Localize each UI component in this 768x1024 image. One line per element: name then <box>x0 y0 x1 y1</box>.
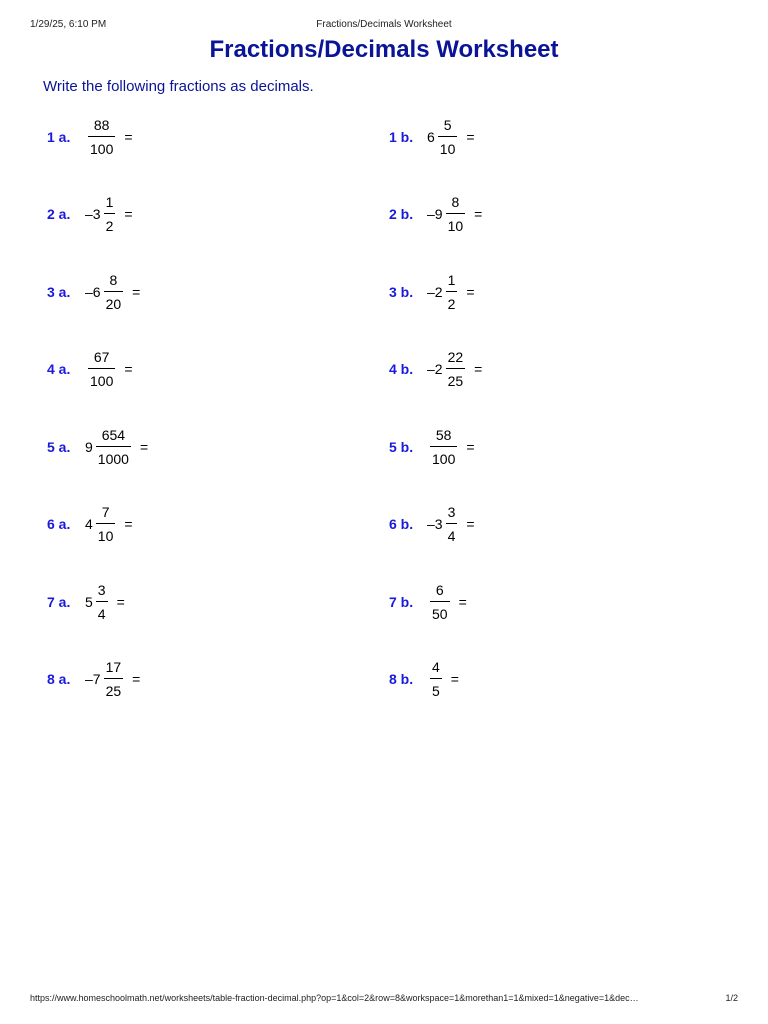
fraction <box>430 581 450 623</box>
problem-label: 4 a. <box>47 361 71 377</box>
denominator: 100 <box>90 141 114 157</box>
fraction-bar <box>446 368 466 369</box>
print-footer-url: https://www.homeschoolmath.net/worksheets/table-fraction-decimal.php?op=1&col=2&row=8&workspace=1&morethan1=1&mixed=1&negative=1&dec… <box>30 993 639 1003</box>
equals-sign: = <box>450 671 459 687</box>
denominator: 2 <box>105 218 114 234</box>
equals-sign: = <box>466 439 475 455</box>
problem-label: 1 a. <box>47 129 71 145</box>
problem-2a <box>47 189 133 239</box>
problem-label: 3 b. <box>389 284 414 300</box>
denominator: 20 <box>105 296 122 312</box>
problem-label: 6 b. <box>389 516 414 532</box>
equals-sign: = <box>132 284 141 300</box>
fraction-bar <box>96 446 131 447</box>
numerator: 654 <box>101 427 126 443</box>
numerator: 5 <box>443 117 452 133</box>
numerator: 8 <box>451 194 460 210</box>
numerator: 7 <box>101 504 110 520</box>
denominator: 10 <box>439 141 456 157</box>
fraction <box>88 116 115 158</box>
equals-sign: = <box>139 439 149 455</box>
fraction <box>446 348 466 390</box>
fraction <box>88 348 115 390</box>
problem-2b <box>389 189 482 239</box>
fraction <box>430 426 457 468</box>
fraction <box>104 193 116 235</box>
problem-label: 2 b. <box>389 206 414 222</box>
denominator: 4 <box>447 528 456 544</box>
problem-label: 5 b. <box>389 439 414 455</box>
denominator: 25 <box>105 683 122 699</box>
instructions: Write the following fractions as decimals. <box>43 78 314 95</box>
problem-8b <box>389 654 459 704</box>
numerator: 67 <box>93 349 110 365</box>
problem-1b <box>389 112 475 162</box>
problem-4a <box>47 344 133 394</box>
problem-label: 2 a. <box>47 206 71 222</box>
numerator: 88 <box>93 117 110 133</box>
problem-7b <box>389 577 467 627</box>
problem-label: 3 a. <box>47 284 71 300</box>
denominator: 2 <box>447 296 456 312</box>
fraction <box>96 426 131 468</box>
denominator: 100 <box>90 373 114 389</box>
numerator: 3 <box>447 504 456 520</box>
whole-number: –2 <box>427 361 443 377</box>
problem-label: 8 b. <box>389 671 414 687</box>
whole-number: 9 <box>85 439 93 455</box>
fraction-bar <box>446 523 458 524</box>
whole-number: –9 <box>427 206 443 222</box>
problem-label: 6 a. <box>47 516 71 532</box>
whole-number: 6 <box>427 129 435 145</box>
problem-label: 7 b. <box>389 594 414 610</box>
problem-label: 7 a. <box>47 594 71 610</box>
equals-sign: = <box>132 671 141 687</box>
fraction-bar <box>446 291 458 292</box>
equals-sign: = <box>466 516 475 532</box>
problem-6a <box>47 499 133 549</box>
numerator: 22 <box>447 349 464 365</box>
fraction <box>96 503 116 545</box>
problem-5b <box>389 422 475 472</box>
whole-number: –2 <box>427 284 443 300</box>
numerator: 17 <box>105 659 122 675</box>
problem-label: 5 a. <box>47 439 71 455</box>
problem-3b <box>389 267 475 317</box>
whole-number: –7 <box>85 671 101 687</box>
denominator: 4 <box>97 606 106 622</box>
fraction-bar <box>104 291 124 292</box>
problem-label: 4 b. <box>389 361 414 377</box>
fraction <box>446 193 466 235</box>
numerator: 4 <box>432 659 440 675</box>
fraction <box>104 658 124 700</box>
whole-number: 4 <box>85 516 93 532</box>
problem-4b <box>389 344 482 394</box>
equals-sign: = <box>124 129 133 145</box>
numerator: 1 <box>105 194 114 210</box>
print-header-datetime: 1/29/25, 6:10 PM <box>30 19 107 30</box>
problem-5a <box>47 422 148 472</box>
fraction <box>446 503 458 545</box>
numerator: 58 <box>435 427 452 443</box>
equals-sign: = <box>458 594 467 610</box>
fraction-bar <box>88 136 115 137</box>
fraction <box>104 271 124 313</box>
problem-8a <box>47 654 140 704</box>
denominator: 10 <box>447 218 464 234</box>
fraction-bar <box>430 446 457 447</box>
problem-3a <box>47 267 140 317</box>
whole-number: –3 <box>85 206 101 222</box>
fraction-bar <box>104 678 124 679</box>
fraction-bar <box>96 601 108 602</box>
equals-sign: = <box>474 361 483 377</box>
equals-sign: = <box>466 284 475 300</box>
fraction-bar <box>430 601 450 602</box>
whole-number: –3 <box>427 516 443 532</box>
fraction-bar <box>430 678 442 679</box>
denominator: 1000 <box>97 451 129 467</box>
problem-label: 8 a. <box>47 671 71 687</box>
denominator: 50 <box>432 606 448 622</box>
fraction-bar <box>88 368 115 369</box>
problem-1a <box>47 112 133 162</box>
fraction-bar <box>104 213 116 214</box>
fraction <box>96 581 108 623</box>
fraction-bar <box>446 213 466 214</box>
denominator: 25 <box>447 373 464 389</box>
equals-sign: = <box>466 129 475 145</box>
problem-label: 1 b. <box>389 129 414 145</box>
equals-sign: = <box>124 206 133 222</box>
numerator: 1 <box>447 272 456 288</box>
denominator: 100 <box>432 451 456 467</box>
equals-sign: = <box>124 361 133 377</box>
worksheet-title: Fractions/Decimals Worksheet <box>209 36 559 63</box>
numerator: 3 <box>97 582 106 598</box>
print-header-title: Fractions/Decimals Worksheet <box>316 19 452 30</box>
fraction <box>430 658 442 700</box>
whole-number: 5 <box>85 594 93 610</box>
problem-7a <box>47 577 125 627</box>
denominator: 5 <box>432 683 440 699</box>
problem-6b <box>389 499 475 549</box>
equals-sign: = <box>116 594 125 610</box>
whole-number: –6 <box>85 284 101 300</box>
fraction <box>446 271 458 313</box>
fraction <box>438 116 458 158</box>
fraction-bar <box>438 136 458 137</box>
equals-sign: = <box>474 206 483 222</box>
numerator: 8 <box>109 272 118 288</box>
numerator: 6 <box>435 582 444 598</box>
equals-sign: = <box>124 516 133 532</box>
denominator: 10 <box>97 528 114 544</box>
print-footer-page-number: 1/2 <box>725 993 738 1003</box>
fraction-bar <box>96 523 116 524</box>
